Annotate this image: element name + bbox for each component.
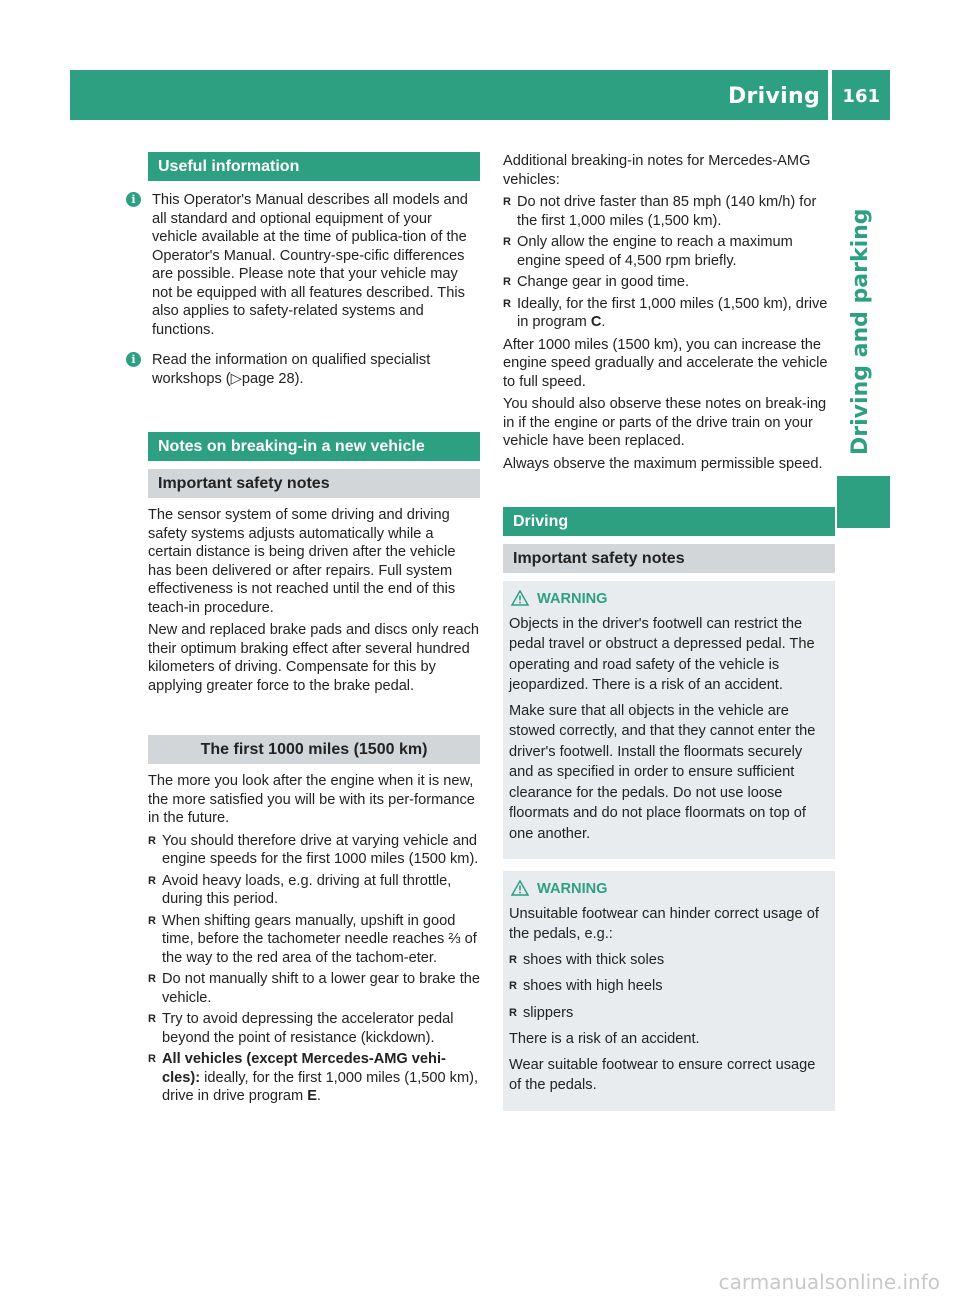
after-paragraph-2: You should also observe these notes on break-ing in if the engine or parts of the drive train on your vehicle have been replaced.: [503, 396, 827, 449]
list-item: R You should therefore drive at varying vehicle and engine speeds for the first 1000 miles (1500 km).: [148, 832, 480, 869]
warning-paragraph: There is a risk of an accident.: [509, 1031, 700, 1047]
right-column: [503, 152, 835, 1111]
warning-box-2: [503, 871, 835, 1111]
info-note-2-end: ).: [294, 370, 304, 387]
list-item: R Try to avoid depressing the accelerator pedal beyond the point of resistance (kickdown).: [148, 1010, 480, 1047]
list-item: R Change gear in good time.: [503, 273, 835, 292]
left-column: [131, 152, 480, 1110]
list-item-end: .: [316, 1088, 321, 1104]
list-item: R Avoid heavy loads, e.g. driving at full throttle, during this period.: [148, 872, 480, 909]
breakin-heading: Notes on breaking-in a new vehicle: [148, 432, 480, 461]
warning-title: [509, 879, 829, 900]
first-miles-list: [148, 832, 480, 1106]
header-divider: [828, 70, 832, 120]
info-note-1: [126, 191, 480, 339]
side-tab-marker: [837, 476, 890, 528]
list-item-end: .: [601, 314, 606, 330]
warning-paragraph: Unsuitable footwear can hinder correct usage of the pedals, e.g.:: [509, 905, 819, 942]
warning-triangle-icon: [511, 590, 529, 606]
watermark: carmanualsonline.info: [718, 1270, 940, 1294]
list-item: R shoes with thick soles: [509, 950, 829, 971]
warning-title-text: WARNING: [537, 591, 608, 607]
info-icon: i: [126, 352, 141, 367]
list-item: R slippers: [509, 1003, 829, 1024]
useful-info-heading: Useful information: [148, 152, 480, 181]
amg-intro: Additional breaking-in notes for Mercedes-AMG vehicles:: [503, 153, 811, 188]
arrow-icon: ▷: [230, 370, 242, 387]
warning-paragraph: Make sure that all objects in the vehicle are stowed correctly, and that they cannot enter the driver's footwell. Install the floormats securely and as specified in order to ensure sufficient clearance for the pedals. Do not use loose floormats and do not place floormats on top of one another.: [509, 702, 816, 842]
page-number: 161: [842, 86, 880, 107]
info-note-1-text: This Operator's Manual describes all models and all standard and optional equipment of your vehicle available at the time of publica-tion of the Operator's Manual. Country-spe-cific differences are possible. Please note that your vehicle may not be equipped with all features described. This also applies to safety-related systems and functions.: [152, 192, 468, 338]
after-paragraph-3: Always observe the maximum permissible speed.: [503, 455, 823, 472]
list-item: R When shifting gears manually, upshift in good time, before the tachometer needle reaches ⅔ of the way to the red area of the tachom-eter.: [148, 912, 480, 968]
list-item-bold: All vehicles (except Mercedes-AMG vehi-cles):: [162, 1051, 446, 1086]
safety-notes-heading: Important safety notes: [148, 469, 480, 498]
warning-title-text: WARNING: [537, 881, 608, 897]
list-item-text: ideally, for the first 1,000 miles (1,500 km), drive in drive program: [162, 1069, 479, 1104]
drive-program: E: [307, 1088, 317, 1104]
side-tab-label: Driving and parking: [848, 208, 873, 455]
first-miles-heading: The first 1000 miles (1500 km): [148, 735, 480, 764]
warning-triangle-icon: [511, 880, 529, 896]
amg-list: [503, 193, 835, 332]
driving-heading: Driving: [503, 507, 835, 536]
warning-paragraph: Objects in the driver's footwell can restrict the pedal travel or obstruct a depressed pedal. The operating and road safety of the vehicle is jeopardized. There is a risk of an accident.: [509, 615, 815, 693]
header-bar: [70, 70, 890, 120]
driving-safety-heading: Important safety notes: [503, 544, 835, 573]
list-item: R shoes with high heels: [509, 976, 829, 997]
safety-paragraph-1: The sensor system of some driving and driving safety systems adjusts automatically while a certain distance is being driven after the vehicle has been delivered or after repairs. Full system effectiveness is not reached until the end of this teach-in procedure.: [148, 507, 456, 616]
info-note-2-text: Read the information on qualified specialist workshops (: [152, 352, 431, 387]
list-item: [503, 295, 835, 332]
drive-program: C: [590, 314, 602, 330]
safety-paragraph-2: New and replaced brake pads and discs only reach their optimum braking effect after several hundred kilometers of driving. Compensate for this by applying greater force to the brake pedal.: [148, 622, 479, 694]
list-item: [148, 1050, 480, 1106]
footwear-list: [509, 950, 829, 1024]
info-note-2: [126, 351, 480, 388]
list-item: R Do not manually shift to a lower gear to brake the vehicle.: [148, 970, 480, 1007]
warning-paragraph: Wear suitable footwear to ensure correct usage of the pedals.: [509, 1056, 816, 1093]
list-item: R Do not drive faster than 85 mph (140 km/h) for the first 1,000 miles (1,500 km).: [503, 193, 835, 230]
info-icon: i: [126, 192, 141, 207]
warning-title: [509, 589, 829, 610]
list-item-text: Ideally, for the first 1,000 miles (1,500 km), drive in program: [517, 295, 828, 330]
first-miles-intro: The more you look after the engine when it is new, the more satisfied you will be with its per-formance in the future.: [148, 773, 475, 826]
warning-box-1: [503, 581, 835, 859]
chapter-title: Driving: [727, 84, 820, 109]
page-reference-link[interactable]: page 28: [241, 370, 295, 387]
list-item: R Only allow the engine to reach a maximum engine speed of 4,500 rpm briefly.: [503, 233, 835, 270]
after-paragraph-1: After 1000 miles (1500 km), you can increase the engine speed gradually and accelerate the vehicle to full speed.: [503, 336, 828, 390]
